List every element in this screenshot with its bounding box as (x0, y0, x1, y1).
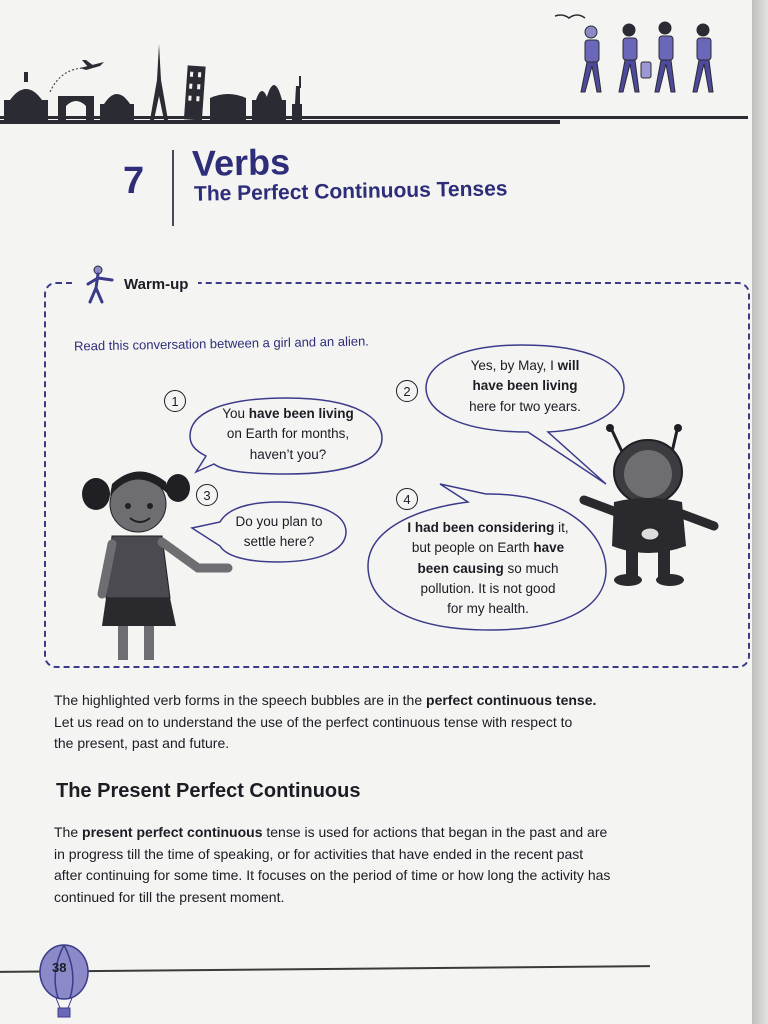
section-paragraph-segment: present perfect continuous (82, 824, 263, 840)
bubble-4-segment: have (533, 540, 565, 556)
bubble-4-segment: so much (503, 560, 559, 576)
section-paragraph-segment: continued for till the present moment. (54, 889, 285, 906)
bubble-2-number: 2 (396, 380, 418, 402)
bubble-4-segment: for my health. (447, 601, 529, 616)
bubble-1-segment: You (222, 406, 249, 421)
footer-rule (0, 965, 650, 973)
bubble-2-segment: Yes, by May, I (470, 358, 558, 373)
intro-paragraph-segment: perfect continuous tense. (426, 692, 597, 708)
section-paragraph (54, 822, 734, 909)
bubble-4-number: 4 (396, 488, 418, 510)
bubble-1-text (206, 404, 370, 465)
bubble-3-segment: Do you plan to (235, 514, 323, 529)
section-paragraph-segment: in progress till the time of speaking, or for activities that have ended in the recent past (54, 845, 584, 862)
girl-character-illustration (78, 466, 238, 666)
warmup-label: Warm-up (124, 275, 189, 293)
bubble-4-segment: but people on Earth (411, 540, 534, 556)
section-paragraph-segment: after continuing for some time. It focuses on the period of time or how long the activity has (54, 867, 611, 884)
bubble-4-segment: I had been considering (407, 520, 555, 535)
bubble-1-segment: have been living (248, 406, 354, 421)
section-heading: The Present Perfect Continuous (56, 780, 361, 802)
bubble-4-segment: it, (554, 520, 569, 535)
bubble-2-segment: have been living (472, 378, 578, 394)
intro-paragraph-segment: Let us read on to understand the use of the perfect continuous tense with respect to (54, 713, 573, 730)
bubble-1-segment: on Earth for months, (226, 426, 350, 442)
bubble-2-text (440, 356, 610, 417)
section-paragraph-segment: The (54, 824, 83, 840)
chapter-subtitle: The Perfect Continuous Tenses (193, 177, 508, 206)
bubble-1-number: 1 (164, 390, 186, 412)
page-number: 38 (52, 960, 67, 975)
bubble-1-segment: haven’t you? (249, 446, 327, 462)
chapter-title: Verbs (191, 141, 291, 184)
warmup-instruction: Read this conversation between a girl and an alien. (73, 333, 369, 354)
bubble-3-number: 3 (196, 484, 218, 506)
bubble-3-segment: settle here? (243, 534, 315, 550)
intro-paragraph-segment: The highlighted verb forms in the speech bubbles are in the (54, 692, 427, 708)
intro-paragraph-segment: the present, past and future. (54, 735, 230, 752)
alien-character-illustration (574, 422, 724, 592)
intro-paragraph (54, 690, 704, 755)
bubble-4-segment: pollution. It is not good (420, 580, 556, 596)
book-binding-edge (752, 0, 768, 1024)
section-paragraph-segment: tense is used for actions that began in the past and are (262, 824, 608, 840)
chapter-number: 7 (123, 160, 145, 202)
bubble-2-segment: will (557, 358, 580, 373)
hot-air-balloon-icon (36, 944, 92, 1020)
bubble-4-segment: been causing (417, 560, 504, 576)
bubble-2-segment: here for two years. (469, 398, 581, 414)
bubble-4-text (378, 518, 598, 619)
